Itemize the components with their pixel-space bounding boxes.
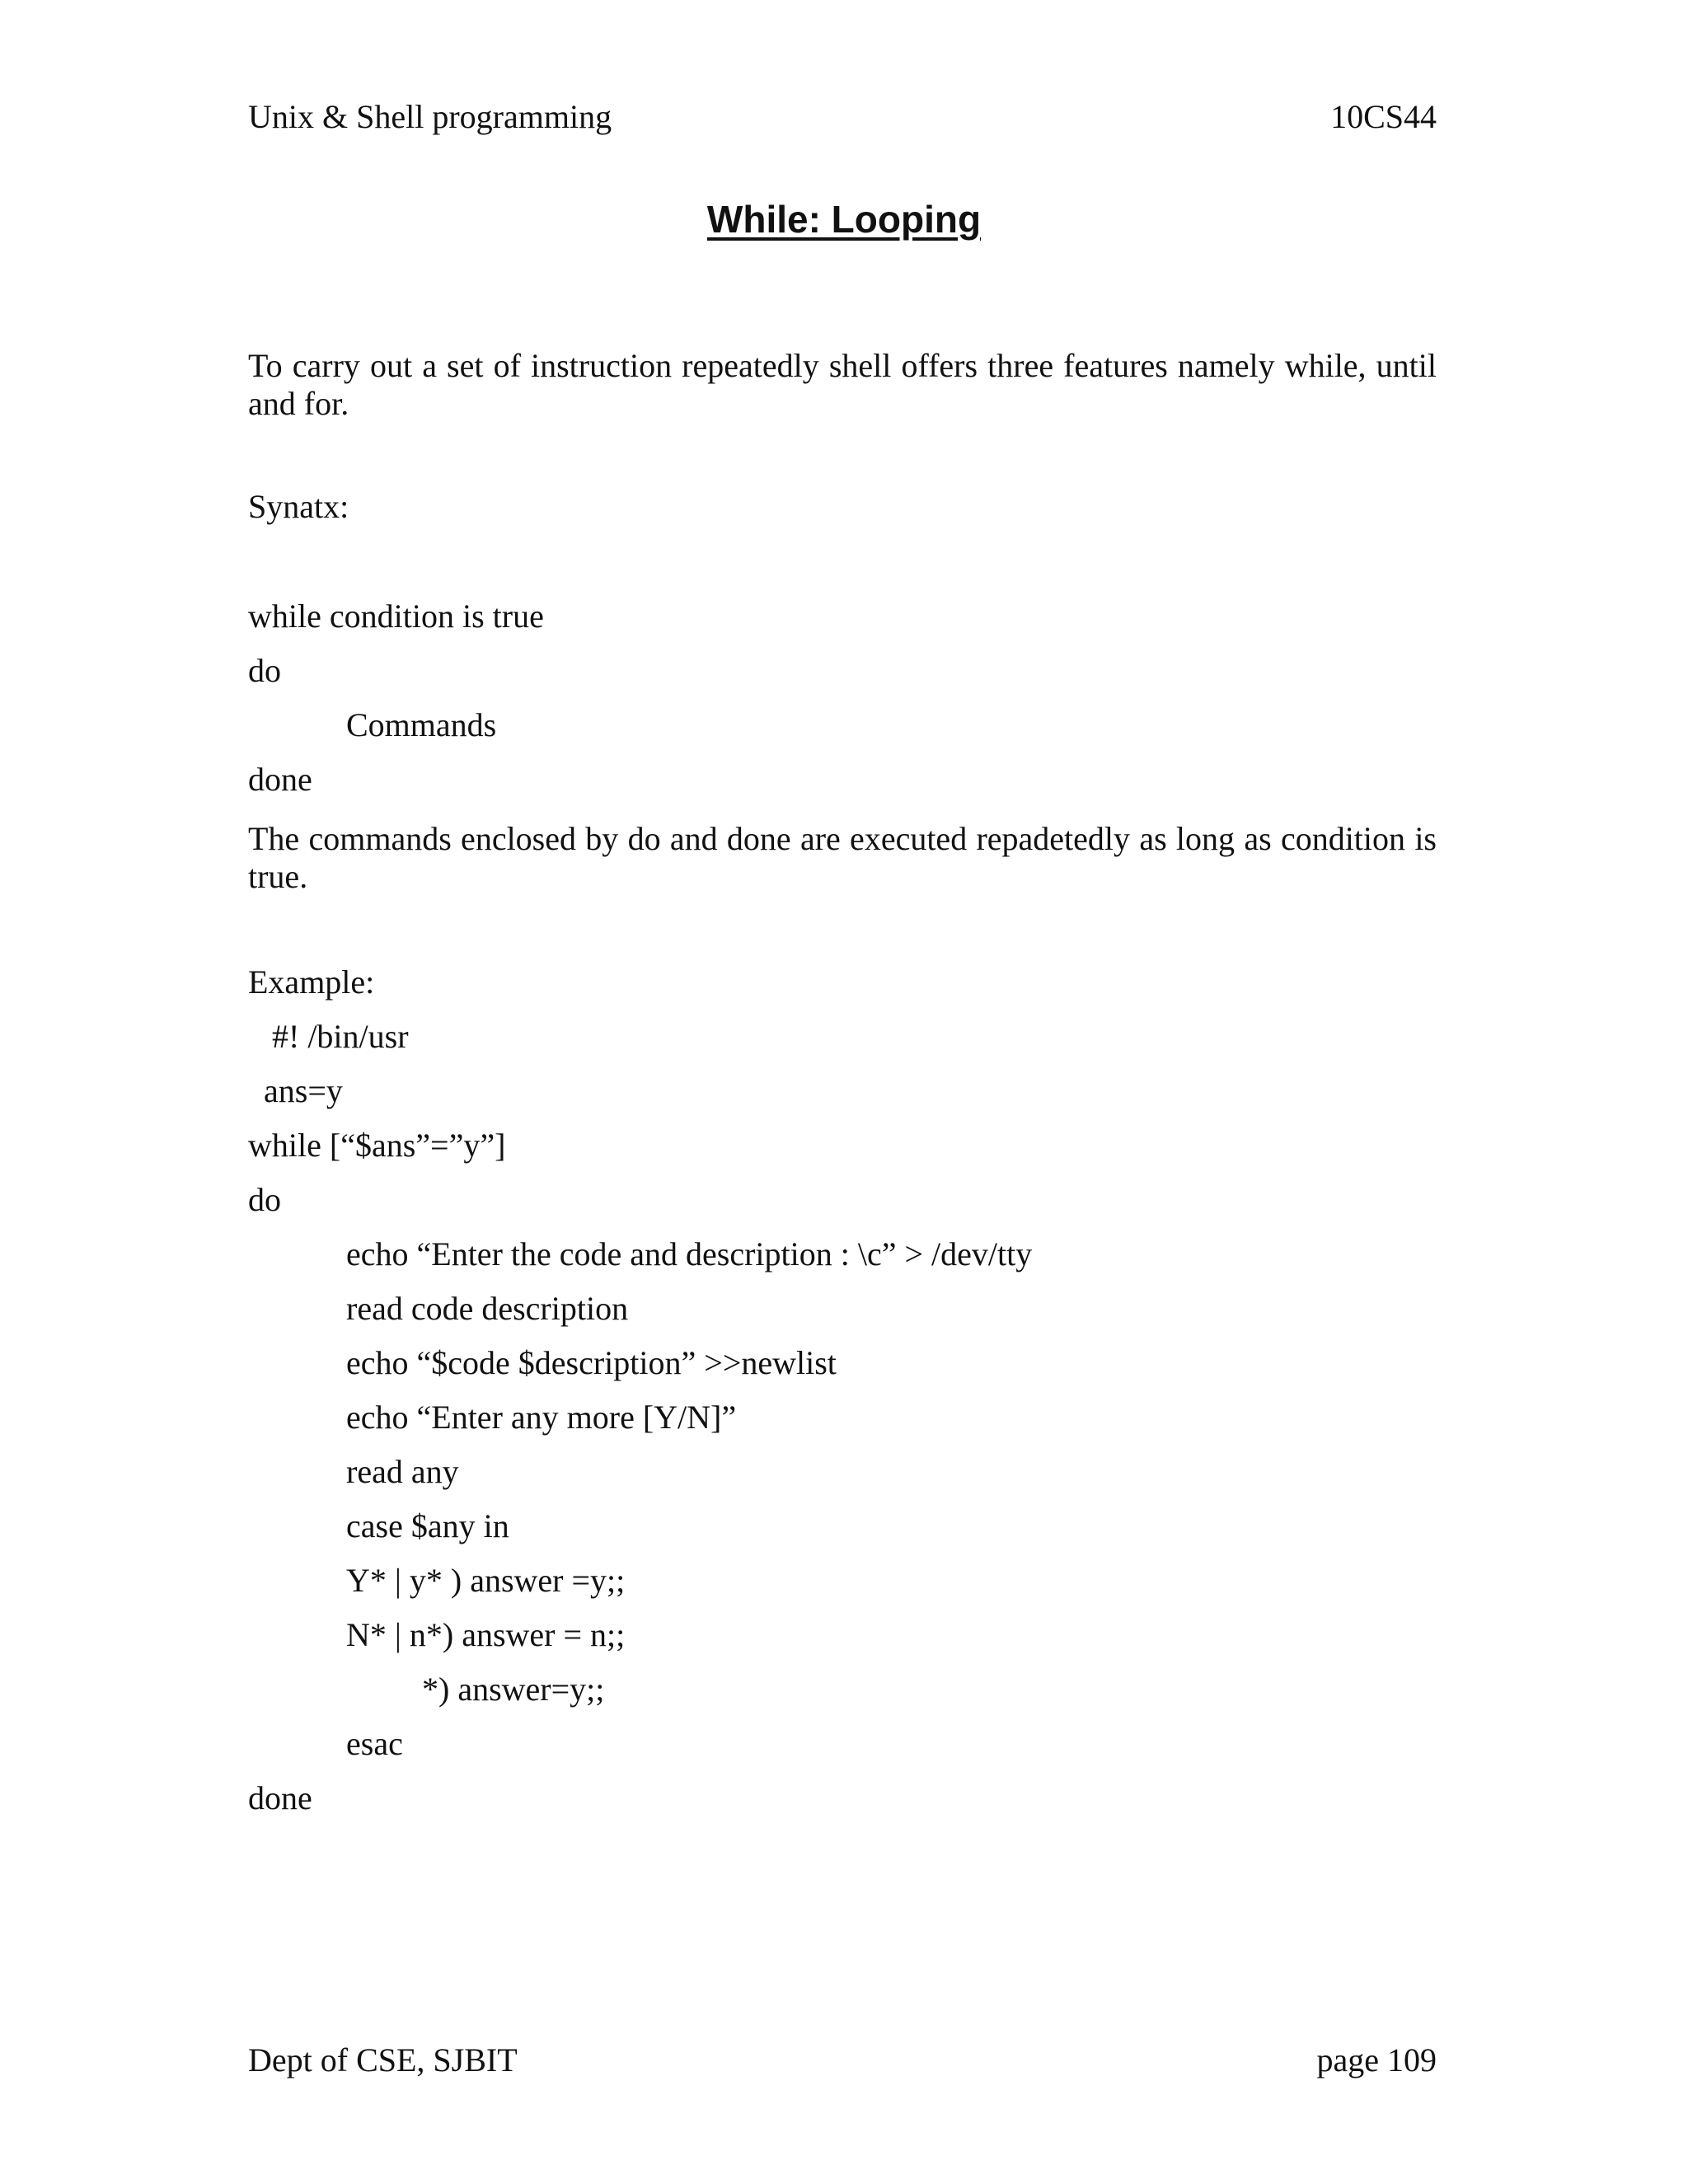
code-line: while [“$ans”=”y”]: [248, 1127, 506, 1164]
code-line: ans=y: [264, 1072, 343, 1109]
code-line: read any: [346, 1453, 459, 1490]
syntax-label: Synatx:: [248, 488, 349, 525]
code-line: echo “$code $description” >>newlist: [346, 1344, 837, 1381]
syntax-line: done: [248, 761, 312, 798]
code-line: do: [248, 1181, 281, 1218]
code-line: esac: [346, 1725, 403, 1762]
code-line: done: [248, 1779, 312, 1816]
example-label: Example:: [248, 963, 375, 1001]
code-line: Y* | y* ) answer =y;;: [346, 1562, 626, 1599]
header-course-code: 10CS44: [1330, 98, 1437, 135]
code-line: echo “Enter any more [Y/N]”: [346, 1399, 737, 1436]
footer-page-number: page 109: [1316, 2041, 1437, 2079]
syntax-line: while condition is true: [248, 598, 544, 635]
code-line: *) answer=y;;: [422, 1671, 605, 1708]
description-paragraph: The commands enclosed by do and done are executed repadetedly as long as condition is true.: [248, 820, 1437, 895]
code-line: read code description: [346, 1290, 629, 1327]
syntax-line: do: [248, 652, 281, 689]
header-course-title: Unix & Shell programming: [248, 98, 612, 135]
code-line: case $any in: [346, 1507, 509, 1544]
footer-department: Dept of CSE, SJBIT: [248, 2041, 518, 2079]
syntax-line: Commands: [346, 706, 497, 743]
code-line: N* | n*) answer = n;;: [346, 1616, 626, 1653]
intro-paragraph: To carry out a set of instruction repeatedly shell offers three features namely while, until and for.: [248, 347, 1437, 422]
code-line: echo “Enter the code and description : \c” > /dev/tty: [346, 1235, 1033, 1272]
code-line: #! /bin/usr: [272, 1018, 409, 1055]
page-title: While: Looping: [706, 198, 982, 241]
